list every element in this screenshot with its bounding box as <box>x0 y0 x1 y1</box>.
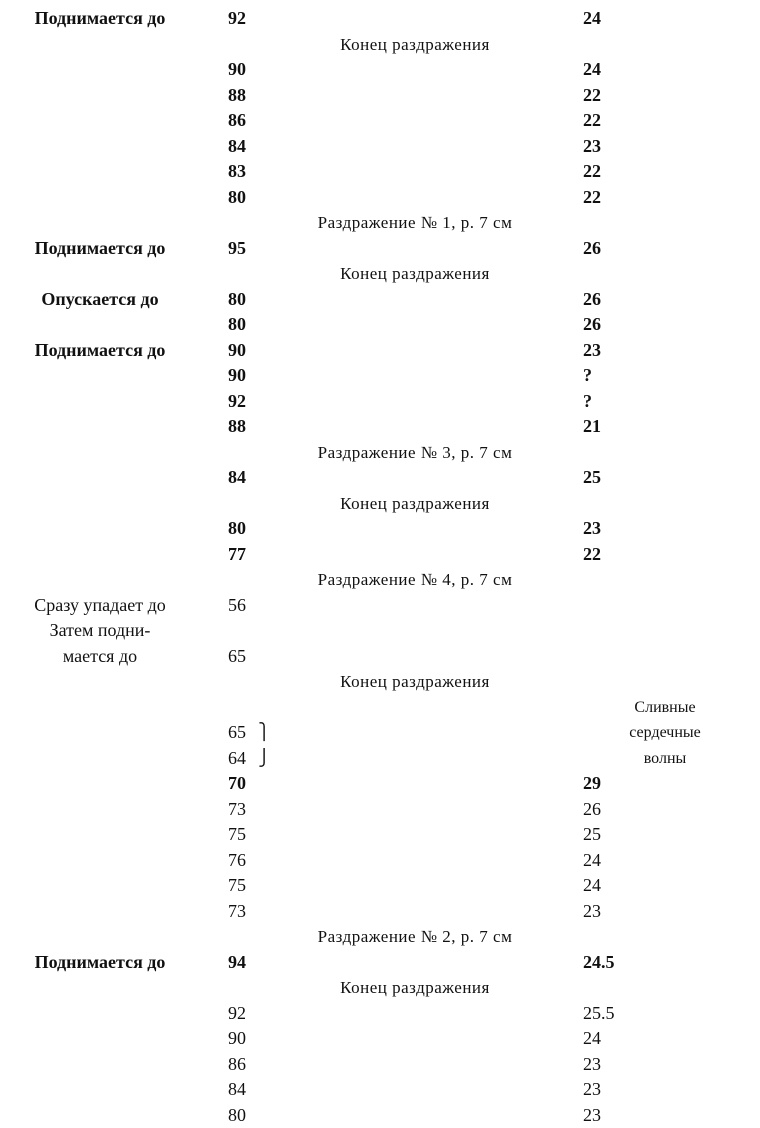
blood-pressure-value: 90 <box>228 365 246 385</box>
table-row <box>0 261 760 286</box>
stimulus-note: Раздражение № 3, р. 7 см <box>317 442 513 462</box>
blood-pressure-value: 75 <box>228 824 246 844</box>
secondary-value: ? <box>583 390 592 411</box>
secondary-value: 25 <box>583 467 601 487</box>
row-label: мается до <box>62 645 138 666</box>
table-row <box>0 1001 760 1026</box>
secondary-value: 24 <box>583 849 601 870</box>
secondary-value: 26 <box>583 798 601 819</box>
table-row <box>0 924 760 949</box>
blood-pressure-value: 90 <box>228 59 246 79</box>
blood-pressure-value: 65 <box>228 645 246 666</box>
table-row <box>0 720 760 745</box>
table-row <box>0 6 760 31</box>
blood-pressure-value: 70 <box>228 773 246 793</box>
secondary-value: 23 <box>583 518 601 538</box>
secondary-value: 26 <box>583 288 601 309</box>
secondary-value: 22 <box>583 543 601 564</box>
table-row <box>0 567 760 592</box>
stimulus-note: Конец раздражения <box>340 978 490 997</box>
secondary-value: 22 <box>583 84 601 105</box>
blood-pressure-value: 88 <box>228 416 246 436</box>
table-row <box>0 108 760 133</box>
stimulus-note: Конец раздражения <box>340 34 490 54</box>
secondary-value: 29 <box>583 773 601 793</box>
table-row <box>0 287 760 312</box>
blood-pressure-value: 84 <box>228 135 246 156</box>
table-row <box>0 797 760 822</box>
stimulus-note: Раздражение № 4, р. 7 см <box>317 570 513 589</box>
blood-pressure-value: 56 <box>228 594 246 615</box>
secondary-value: 24 <box>583 59 601 79</box>
blood-pressure-value: 77 <box>228 543 246 564</box>
blood-pressure-value: 88 <box>228 84 246 105</box>
secondary-value: 21 <box>583 416 601 436</box>
row-label: Поднимается до <box>34 951 166 972</box>
blood-pressure-value: 95 <box>228 237 246 258</box>
stimulus-note: Раздражение № 1, р. 7 см <box>317 213 513 232</box>
secondary-value: 24 <box>583 1028 601 1048</box>
blood-pressure-value: 80 <box>228 518 246 538</box>
secondary-value: 26 <box>583 314 601 334</box>
row-label: Поднимается до <box>34 339 166 360</box>
blood-pressure-value: 90 <box>228 339 246 360</box>
brace-mark: ⎫ <box>258 724 270 741</box>
blood-pressure-value: 65 <box>228 722 246 742</box>
blood-pressure-value: 80 <box>228 288 246 309</box>
table-row <box>0 669 760 694</box>
table-row <box>0 873 760 898</box>
blood-pressure-value: 73 <box>228 798 246 819</box>
blood-pressure-value: 75 <box>228 875 246 895</box>
secondary-value: 23 <box>583 900 601 921</box>
table-row <box>0 210 760 235</box>
table-row <box>0 389 760 414</box>
secondary-value: 25.5 <box>583 1002 615 1023</box>
table-row <box>0 975 760 1000</box>
blood-pressure-value: 92 <box>228 1002 246 1023</box>
secondary-value: 24 <box>583 875 601 895</box>
blood-pressure-value: 83 <box>228 161 246 181</box>
table-row <box>0 746 760 771</box>
row-label: Затем подни- <box>49 620 151 640</box>
secondary-value: 23 <box>583 1104 601 1125</box>
blood-pressure-value: 73 <box>228 900 246 921</box>
table-row <box>0 338 760 363</box>
table-row <box>0 363 760 388</box>
secondary-value: 23 <box>583 1053 601 1074</box>
side-note: волны <box>643 749 687 767</box>
table-row <box>0 159 760 184</box>
stimulus-note: Конец раздражения <box>340 672 490 691</box>
row-label: Поднимается до <box>34 237 166 258</box>
table-row <box>0 1103 760 1128</box>
table-row <box>0 848 760 873</box>
secondary-value: 25 <box>583 824 601 844</box>
blood-pressure-value: 92 <box>228 390 246 411</box>
blood-pressure-value: 84 <box>228 1079 246 1099</box>
secondary-value: 22 <box>583 186 601 207</box>
table-row <box>0 440 760 465</box>
table-row <box>0 542 760 567</box>
table-row <box>0 83 760 108</box>
table-row <box>0 899 760 924</box>
blood-pressure-value: 94 <box>228 951 246 972</box>
blood-pressure-value: 86 <box>228 110 246 130</box>
side-note: сердечные <box>629 724 701 741</box>
table-row <box>0 516 760 541</box>
secondary-value: 26 <box>583 237 601 258</box>
blood-pressure-value: 76 <box>228 849 246 870</box>
table-row <box>0 950 760 975</box>
table-row <box>0 312 760 337</box>
table-row <box>0 57 760 82</box>
blood-pressure-value: 92 <box>228 8 246 28</box>
table-row <box>0 695 760 720</box>
secondary-value: 23 <box>583 339 601 360</box>
table-row <box>0 236 760 261</box>
brace-mark: ⎭ <box>258 749 270 767</box>
stimulus-note: Раздражение № 2, р. 7 см <box>317 927 513 946</box>
blood-pressure-value: 90 <box>228 1028 246 1048</box>
table-row <box>0 593 760 618</box>
stimulus-note: Конец раздражения <box>340 264 490 283</box>
blood-pressure-value: 64 <box>228 747 246 768</box>
row-label: Сразу упадает до <box>34 594 166 615</box>
stimulus-note: Конец раздражения <box>340 493 490 513</box>
blood-pressure-value: 86 <box>228 1053 246 1074</box>
row-label: Поднимается до <box>34 8 166 28</box>
secondary-value: 24 <box>583 8 601 28</box>
blood-pressure-value: 84 <box>228 467 246 487</box>
blood-pressure-value: 80 <box>228 1104 246 1125</box>
blood-pressure-value: 80 <box>228 314 246 334</box>
table-row <box>0 185 760 210</box>
table-row <box>0 1077 760 1102</box>
side-note: Сливные <box>634 698 696 716</box>
row-label: Опускается до <box>41 288 159 309</box>
table-row <box>0 32 760 57</box>
secondary-value: 24.5 <box>583 951 615 972</box>
secondary-value: 23 <box>583 135 601 156</box>
table-row <box>0 465 760 490</box>
table-row <box>0 491 760 516</box>
table-row <box>0 134 760 159</box>
table-row <box>0 618 760 643</box>
secondary-value: 23 <box>583 1079 601 1099</box>
table-row <box>0 1026 760 1051</box>
table-row <box>0 1052 760 1077</box>
blood-pressure-value: 80 <box>228 186 246 207</box>
table-row <box>0 771 760 796</box>
secondary-value: 22 <box>583 161 601 181</box>
secondary-value: ? <box>583 365 592 385</box>
table-row <box>0 644 760 669</box>
table-row <box>0 414 760 439</box>
table-row <box>0 822 760 847</box>
secondary-value: 22 <box>583 110 601 130</box>
